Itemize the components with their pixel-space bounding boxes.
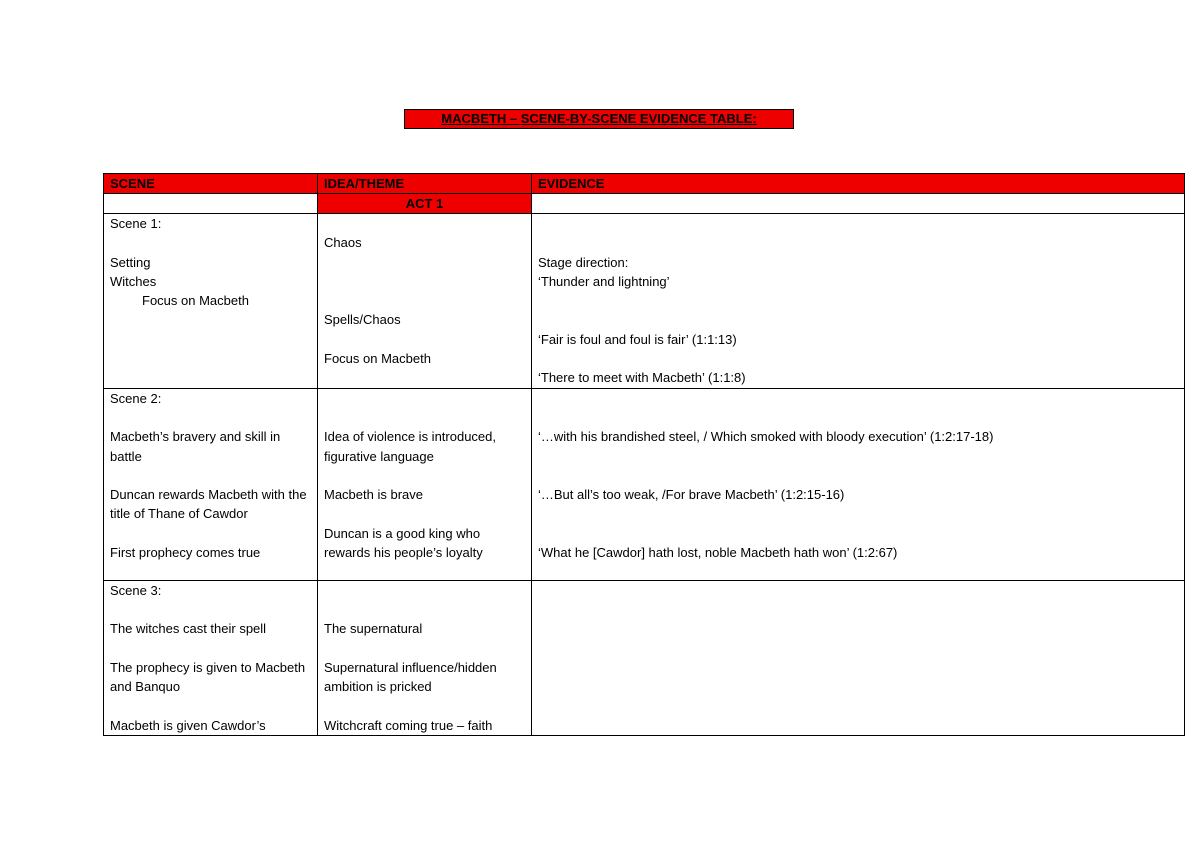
idea-line: Chaos <box>324 235 362 251</box>
evidence-line: ‘…with his brandished steel, / Which smoked with bloody execution’ (1:2:17-18) <box>538 429 994 445</box>
idea-line <box>324 408 525 427</box>
header-idea-theme: IDEA/THEME <box>318 174 532 194</box>
evidence-line: ‘There to meet with Macbeth’ (1:1:8) <box>538 370 746 386</box>
scene-line <box>110 408 311 427</box>
evidence-line <box>538 389 1178 408</box>
scene-line <box>110 639 311 658</box>
scene-line: Witches <box>110 273 157 289</box>
evidence-line <box>538 214 1178 233</box>
table-row <box>104 214 1185 389</box>
scene-line: Scene 1: <box>110 216 162 231</box>
evidence-line: ‘What he [Cawdor] hath lost, noble Macbeth hath won’ (1:2:67) <box>538 545 898 561</box>
idea-line: Macbeth is brave <box>324 487 423 503</box>
idea-line <box>324 389 525 408</box>
idea-line <box>324 696 525 715</box>
document-title: MACBETH – SCENE-BY-SCENE EVIDENCE TABLE: <box>404 109 794 129</box>
evidence-table <box>103 173 1185 736</box>
idea-line: The supernatural <box>324 621 423 637</box>
idea-line <box>324 272 525 291</box>
evidence-line <box>538 310 1178 329</box>
evidence-line <box>538 447 1178 466</box>
header-scene: SCENE <box>104 174 318 194</box>
scene-line <box>110 233 311 252</box>
idea-line <box>324 466 525 485</box>
scene-line <box>110 600 311 619</box>
scene-cell <box>104 388 318 580</box>
idea-line <box>324 504 525 523</box>
evidence-line: Stage direction: <box>538 254 629 270</box>
scene-line <box>110 524 311 543</box>
evidence-line <box>538 408 1178 427</box>
idea-line: Spells/Chaos <box>324 312 401 328</box>
table-row <box>104 388 1185 580</box>
evidence-cell <box>532 580 1185 735</box>
scene-line: The witches cast their spell <box>110 621 267 637</box>
scene-line: Macbeth’s bravery and skill in battle <box>110 429 281 464</box>
act-row-blank-left <box>104 194 318 214</box>
act-row-blank-right <box>532 194 1185 214</box>
evidence-line <box>538 466 1178 485</box>
idea-line: Supernatural influence/hidden ambition is pricked <box>324 659 497 695</box>
evidence-line <box>538 504 1178 523</box>
scene-line: Focus on Macbeth <box>142 293 249 309</box>
evidence-line <box>538 233 1178 252</box>
evidence-cell <box>532 388 1185 580</box>
idea-line: Idea of violence is introduced, figurative language <box>324 429 496 464</box>
idea-line: Focus on Macbeth <box>324 351 431 367</box>
scene-cell <box>104 580 318 735</box>
idea-line <box>324 291 525 310</box>
scene-line: Scene 3: <box>110 582 162 598</box>
evidence-line: ‘…But all’s too weak, /For brave Macbeth’ (1:2:15-16) <box>538 487 845 503</box>
evidence-cell <box>532 214 1185 389</box>
idea-line <box>324 600 525 619</box>
evidence-line <box>538 291 1178 310</box>
evidence-line <box>538 349 1178 368</box>
idea-line <box>324 214 525 233</box>
idea-line <box>324 639 525 658</box>
scene-line: Duncan rewards Macbeth with the title of Thane of Cawdor <box>110 487 307 522</box>
scene-line <box>110 696 311 715</box>
scene-line: First prophecy comes true <box>110 545 261 561</box>
evidence-line: ‘Fair is foul and foul is fair’ (1:1:13) <box>538 331 737 347</box>
scene-cell <box>104 214 318 389</box>
scene-line: Setting <box>110 254 151 270</box>
scene-line: Scene 2: <box>110 390 162 406</box>
idea-line: Duncan is a good king who rewards his people’s loyalty <box>324 525 483 561</box>
table-row <box>104 580 1185 735</box>
idea-cell <box>318 580 532 735</box>
evidence-line <box>538 524 1178 543</box>
scene-line: The prophecy is given to Macbeth and Banquo <box>110 659 306 695</box>
scene-line <box>110 466 311 485</box>
idea-cell <box>318 214 532 389</box>
act-row <box>104 194 1185 214</box>
idea-line <box>324 330 525 349</box>
header-evidence: EVIDENCE <box>532 174 1185 194</box>
idea-cell <box>318 388 532 580</box>
act-label: ACT 1 <box>318 194 532 214</box>
idea-line <box>324 581 525 600</box>
evidence-line: ‘Thunder and lightning’ <box>538 273 670 289</box>
table-header-row <box>104 174 1185 194</box>
idea-line <box>324 253 525 272</box>
scene-line: Macbeth is given Cawdor’s <box>110 717 266 733</box>
idea-line: Witchcraft coming true – faith <box>324 717 493 733</box>
